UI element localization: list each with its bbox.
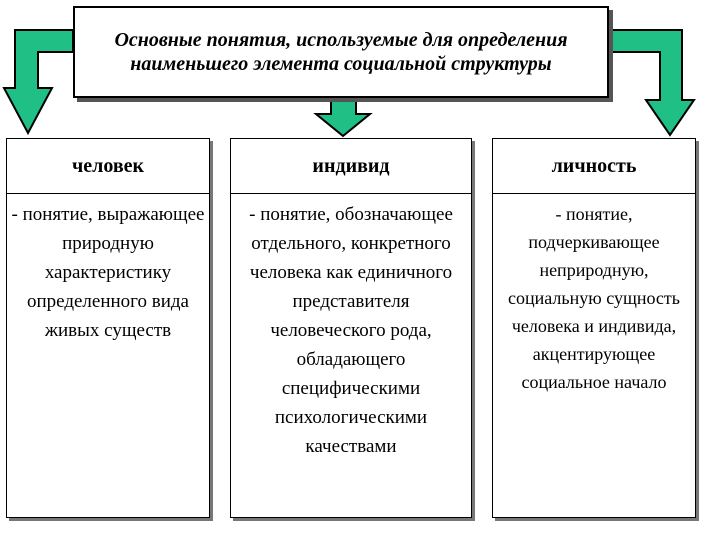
right-bent-arrow-icon — [611, 30, 694, 135]
column-description: - понятие, подчеркивающее неприродную, социальную сущность человека и индивида, акцентирующее социальное начало — [508, 204, 680, 392]
column-chelovek — [6, 138, 210, 518]
column-lichnost — [492, 138, 696, 518]
title-box — [73, 6, 609, 98]
column-heading: личность — [493, 139, 695, 194]
center-down-arrow-icon — [316, 101, 370, 136]
column-heading: человек — [7, 139, 209, 194]
column-description: - понятие, обозначающее отдельного, конкретного человека как единичного представителя человеческого рода, обладающего специфическими психологическими качествами — [249, 204, 453, 457]
column-individ — [230, 138, 472, 518]
column-description: - понятие, выражающее природную характеристику определенного вида живых существ — [11, 204, 205, 341]
diagram-title: Основные понятия, используемые для определения наименьшего элемента социальной структуры — [114, 29, 568, 75]
column-heading: индивид — [231, 139, 471, 194]
left-bent-arrow-icon — [4, 30, 73, 133]
